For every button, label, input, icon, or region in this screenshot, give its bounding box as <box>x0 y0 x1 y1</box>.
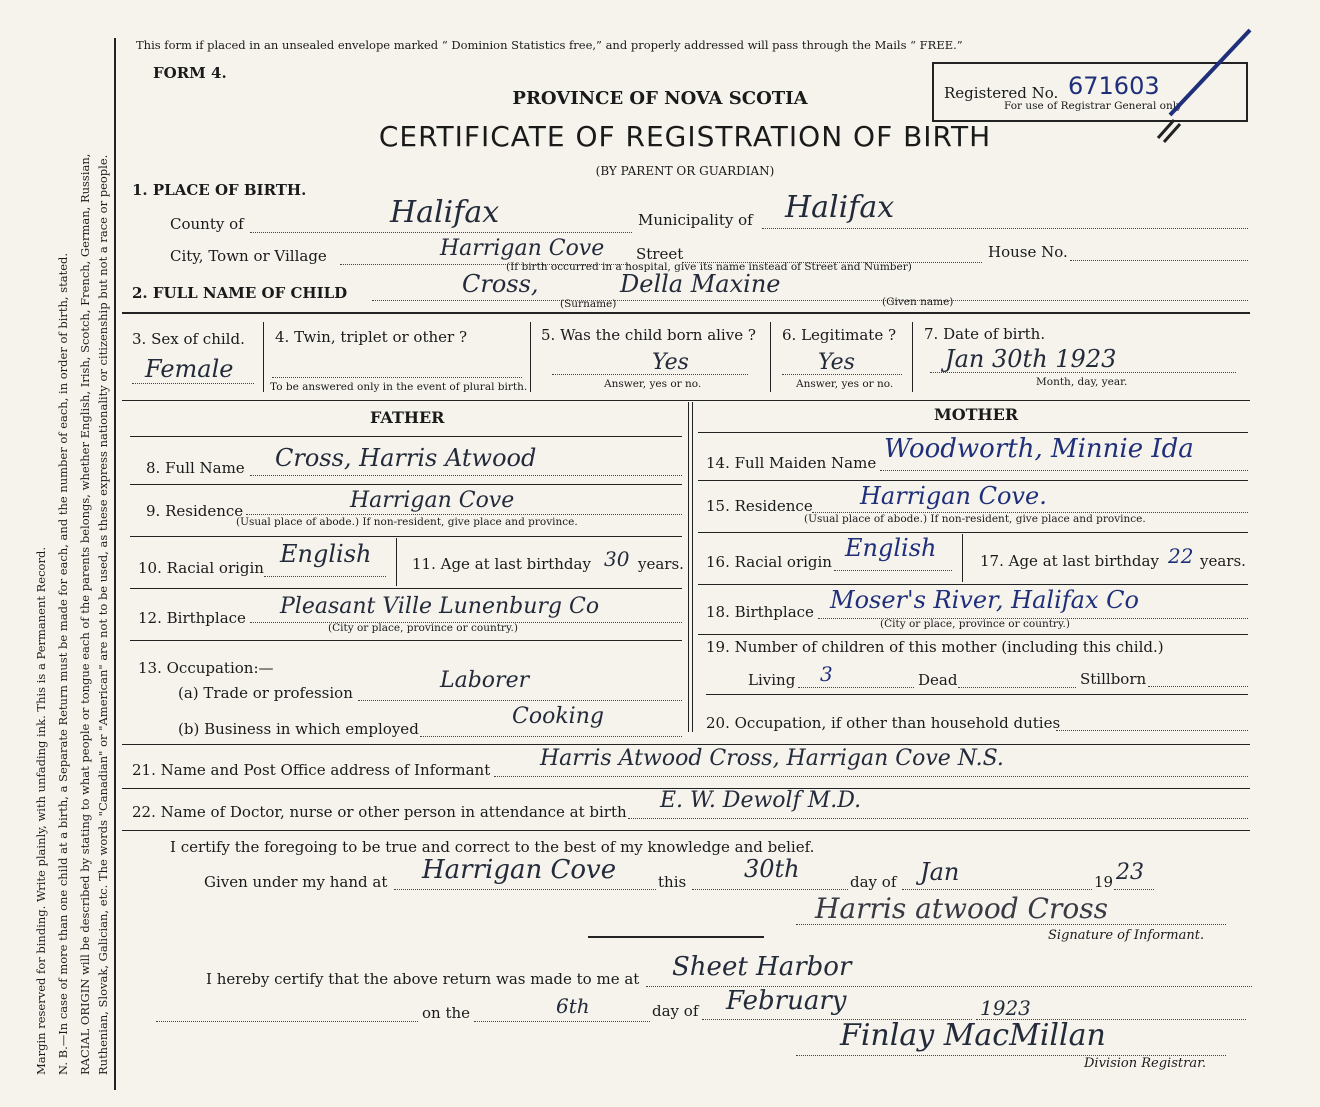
occupation-label: 13. Occupation:— <box>138 659 274 677</box>
trade-line <box>358 700 682 701</box>
legitimate-line <box>782 374 902 375</box>
born-alive-note: Answer, yes or no. <box>604 378 702 390</box>
on-the-label: on the <box>422 1004 471 1022</box>
form-number: FORM 4. <box>153 64 227 82</box>
sex-line <box>132 383 254 384</box>
registrar-day-of-label: day of <box>652 1002 699 1020</box>
city-label: City, Town or Village <box>170 247 327 265</box>
father-heading: FATHER <box>370 408 445 427</box>
mother-name-label: 14. Full Maiden Name <box>706 454 877 472</box>
father-birthplace-label: 12. Birthplace <box>138 609 246 627</box>
child-name-line <box>372 300 1248 301</box>
born-alive-value: Yes <box>652 350 689 375</box>
given-under-label: Given under my hand at <box>204 873 388 891</box>
municipality-label: Municipality of <box>638 211 753 229</box>
row3-div-3 <box>770 322 771 392</box>
mother-age-unit: years. <box>1200 552 1246 570</box>
born-alive-label: 5. Was the child born alive ? <box>541 326 756 344</box>
doctor-label: 22. Name of Doctor, nurse or other person in attendance at birth <box>132 803 627 821</box>
year-prefix: 19 <box>1094 873 1114 891</box>
mother-rule-4 <box>698 634 1248 635</box>
row3-div-1 <box>263 322 264 392</box>
sex-value: Female <box>145 355 234 383</box>
child-given-name: Della Maxine <box>620 270 781 298</box>
registered-label: Registered No. <box>944 84 1059 102</box>
certify-statement: I certify the foregoing to be true and correct to the best of my knowledge and belief. <box>170 838 815 856</box>
father-rule-2 <box>130 536 682 537</box>
left-border <box>114 38 116 1090</box>
mother-heading-rule <box>698 432 1248 433</box>
mother-race-divider <box>962 534 963 582</box>
parents-divider <box>688 402 693 732</box>
registrar-day-value: 6th <box>556 994 590 1018</box>
children-count-label: 19. Number of children of this mother (including this child.) <box>706 638 1164 656</box>
mother-birthplace-value: Moser's River, Halifax Co <box>830 586 1139 614</box>
registrar-month-value: February <box>726 986 847 1016</box>
father-race-line <box>264 576 386 577</box>
margin-note-multiple-births: N. B.—In case of more than one child at a birth, a Separate Return must be made for each, and the number of each, in order of birth, stated. <box>56 252 70 1075</box>
informant-value: Harris Atwood Cross, Harrigan Cove N.S. <box>540 746 1004 771</box>
father-birthplace-value: Pleasant Ville Lunenburg Co <box>280 594 600 619</box>
date-of-birth-value: Jan 30th 1923 <box>945 345 1117 373</box>
row3-div-2 <box>530 322 531 392</box>
dead-line <box>958 687 1076 688</box>
informant-signature: Harris atwood Cross <box>815 892 1108 925</box>
registrar-year-value: 1923 <box>980 996 1031 1020</box>
legitimate-note: Answer, yes or no. <box>796 378 894 390</box>
father-name-label: 8. Full Name <box>146 459 245 477</box>
row3-div-4 <box>912 322 913 392</box>
certify-day-value: 30th <box>744 855 800 883</box>
born-alive-line <box>552 374 748 375</box>
this-label: this <box>658 873 687 891</box>
twin-line <box>272 377 522 378</box>
father-name-line <box>250 475 682 476</box>
business-line <box>420 736 682 737</box>
father-rule-4 <box>130 640 682 641</box>
father-residence-line <box>246 514 682 515</box>
margin-note-racial-origin: RACIAL ORIGIN will be described by stating to what people or tongue each of the parents belongs, whether English, Irish, Scotch, French, German, Russian, <box>78 153 92 1075</box>
legitimate-label: 6. Legitimate ? <box>782 326 897 344</box>
day-line <box>692 889 848 890</box>
date-of-birth-note: Month, day, year. <box>1036 376 1128 388</box>
province-heading: PROVINCE OF NOVA SCOTIA <box>512 88 808 109</box>
registrar-signature: Finlay MacMillan <box>840 1018 1106 1053</box>
municipality-line <box>762 228 1248 229</box>
legitimate-value: Yes <box>818 350 855 375</box>
doctor-line <box>628 818 1248 819</box>
father-residence-value: Harrigan Cove <box>350 488 515 513</box>
father-age-unit: years. <box>638 555 684 573</box>
day-of-label: day of <box>850 873 897 891</box>
row3-top-rule <box>122 312 1250 314</box>
mother-rule-2 <box>698 532 1248 533</box>
certificate-title: CERTIFICATE OF REGISTRATION OF BIRTH <box>378 120 992 153</box>
mother-rule-5 <box>706 694 1248 695</box>
twin-note: To be answered only in the event of plural birth. <box>270 381 528 393</box>
date-of-birth-line <box>930 372 1236 373</box>
child-surname: Cross, <box>462 270 539 298</box>
living-line <box>798 687 914 688</box>
mother-heading: MOTHER <box>934 405 1019 424</box>
house-number-line <box>1070 260 1248 261</box>
year-line <box>1114 889 1154 890</box>
certify-year-value: 23 <box>1116 860 1144 885</box>
mother-residence-label: 15. Residence <box>706 497 813 515</box>
sex-label: 3. Sex of child. <box>132 330 245 348</box>
date-of-birth-label: 7. Date of birth. <box>924 325 1046 343</box>
margin-note-racial-origin-cont: Ruthenian, Slovak, Galician, etc. The words "Canadian" or "American" are not to be used, as these express nationality or citizenship but not a race or people. <box>96 154 110 1075</box>
living-label: Living <box>748 671 796 689</box>
child-name-label: 2. FULL NAME OF CHILD <box>132 284 348 302</box>
registered-number: 671603 <box>1068 72 1160 100</box>
house-number-label: House No. <box>988 243 1068 261</box>
trade-label: (a) Trade or profession <box>178 684 353 702</box>
place-of-birth-heading: 1. PLACE OF BIRTH. <box>132 181 307 199</box>
business-label: (b) Business in which employed <box>178 720 419 738</box>
father-birthplace-note: (City or place, province or country.) <box>328 622 518 634</box>
business-value: Cooking <box>512 704 604 729</box>
mother-occupation-line <box>1056 730 1248 731</box>
stillborn-line <box>1148 686 1248 687</box>
mother-race-value: English <box>845 534 937 562</box>
certify-month-value: Jan <box>920 858 960 886</box>
father-age-label: 11. Age at last birthday <box>412 555 591 573</box>
county-label: County of <box>170 215 244 233</box>
registrar-leading-line <box>156 1021 418 1022</box>
informant-label: 21. Name and Post Office address of Informant <box>132 761 491 779</box>
parents-bottom-rule <box>122 744 1250 745</box>
registrar-day-line <box>474 1021 650 1022</box>
informant-signature-label: Signature of Informant. <box>1048 928 1205 943</box>
certificate-subtitle: (BY PARENT OR GUARDIAN) <box>595 164 775 178</box>
mother-name-value: Woodworth, Minnie Ida <box>884 434 1194 464</box>
informant-line <box>494 776 1248 777</box>
mother-name-line <box>880 470 1248 471</box>
row3-bottom-rule <box>122 400 1250 401</box>
mother-race-line <box>834 570 952 571</box>
mother-age-value: 22 <box>1168 544 1194 568</box>
county-value: Halifax <box>390 195 500 230</box>
mother-birthplace-label: 18. Birthplace <box>706 603 814 621</box>
doctor-value: E. W. Dewolf M.D. <box>660 788 862 813</box>
father-heading-rule <box>130 436 682 437</box>
street-note: (If birth occurred in a hospital, give its name instead of Street and Number) <box>506 261 912 273</box>
father-rule-3 <box>130 588 682 589</box>
mother-birthplace-note: (City or place, province or country.) <box>880 618 1070 630</box>
mother-rule-3 <box>698 584 1248 585</box>
surname-note: (Surname) <box>560 298 617 310</box>
given-place-value: Harrigan Cove <box>422 855 617 885</box>
street-label: Street <box>636 245 684 263</box>
mother-occupation-label: 20. Occupation, if other than household duties <box>706 714 1061 732</box>
father-name-value: Cross, Harris Atwood <box>275 444 537 472</box>
father-race-divider <box>396 538 397 586</box>
doctor-rule <box>122 830 1250 831</box>
registrar-place-value: Sheet Harbor <box>672 952 852 982</box>
stillborn-label: Stillborn <box>1080 670 1147 688</box>
registrar-note: For use of Registrar General only <box>1004 100 1183 112</box>
father-race-label: 10. Racial origin <box>138 559 264 577</box>
mother-race-label: 16. Racial origin <box>706 553 832 571</box>
mother-age-label: 17. Age at last birthday <box>980 552 1159 570</box>
father-residence-label: 9. Residence <box>146 502 244 520</box>
pen-check-icon <box>1150 20 1260 150</box>
trade-value: Laborer <box>440 668 530 693</box>
mother-residence-value: Harrigan Cove. <box>860 482 1047 510</box>
given-place-line <box>394 889 656 890</box>
separator-rule <box>588 936 764 938</box>
city-value: Harrigan Cove <box>440 236 605 261</box>
county-line <box>250 232 632 233</box>
living-value: 3 <box>820 662 833 686</box>
registrar-signature-label: Division Registrar. <box>1084 1056 1206 1071</box>
mail-notice: This form if placed in an unsealed envelope marked “ Dominion Statistics free,” and properly addressed will pass through the Mails “ FREE.” <box>136 38 963 52</box>
municipality-value: Halifax <box>785 190 895 225</box>
month-line <box>902 889 1092 890</box>
father-rule-1 <box>130 484 682 485</box>
father-age-value: 30 <box>604 547 630 571</box>
father-race-value: English <box>280 540 372 568</box>
twin-label: 4. Twin, triplet or other ? <box>275 328 467 346</box>
mother-residence-note: (Usual place of abode.) If non-resident, give place and province. <box>804 513 1146 525</box>
margin-note-binding: Margin reserved for binding. Write plainly, with unfading ink. This is a Permanent Record. <box>34 547 48 1075</box>
given-name-note: (Given name) <box>882 296 954 308</box>
dead-label: Dead <box>918 671 958 689</box>
father-residence-note: (Usual place of abode.) If non-resident, give place and province. <box>236 516 578 528</box>
mother-rule-1 <box>698 480 1248 481</box>
registrar-statement: I hereby certify that the above return was made to me at <box>206 970 640 988</box>
